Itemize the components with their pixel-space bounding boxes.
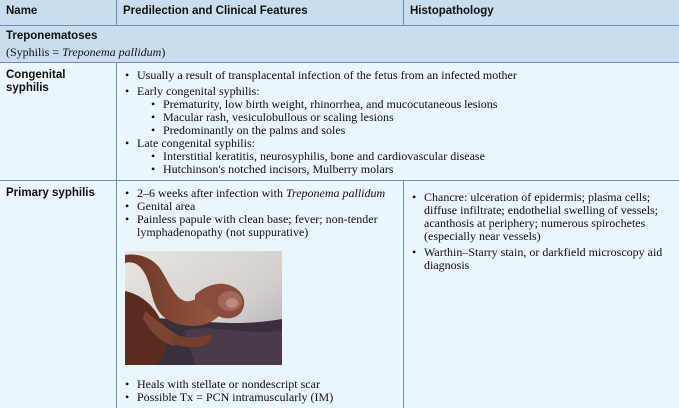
congenital-features (117, 63, 679, 181)
section-treponematoses (0, 26, 679, 63)
list-item: • Late congenital syphilis: • Interstitial keratitis, neurosyphilis, bone and cardiovascular disease • Hutchinson's notched incisors, Mulberry molars (121, 137, 675, 176)
header-features: Predilection and Clinical Features (117, 0, 404, 26)
primary-histopathology (404, 181, 679, 408)
list-item: • Interstitial keratitis, neurosyphilis, bone and cardiovascular disease (137, 150, 675, 163)
list-item: • Chancre: ulceration of epidermis; plasma cells; diffuse infiltrate; endothelial swelling of vessels; acanthosis at periphery; numerous spirochetes (especially near vessels) (408, 191, 675, 243)
primary-list-bottom (121, 378, 333, 404)
section-title: Treponematoses (6, 30, 98, 42)
list-item: • Painless papule with clean base; fever; non-tender lymphadenopathy (not suppurative) (121, 213, 399, 239)
primary-list-top (121, 187, 399, 239)
clinical-photo (125, 251, 282, 365)
row-name-primary: Primary syphilis (0, 181, 117, 408)
list-item: • 2–6 weeks after infection with Treponema pallidum (121, 187, 399, 200)
list-item: • Warthin–Starry stain, or darkfield microscopy aid diagnosis (408, 246, 675, 272)
congenital-list (121, 69, 675, 176)
list-item: • Hutchinson's notched incisors, Mulberry molars (137, 163, 675, 176)
list-item: • Usually a result of transplacental infection of the fetus from an infected mother (121, 69, 675, 82)
histopathology-list (408, 191, 675, 272)
list-item: • Early congenital syphilis: • Prematurity, low birth weight, rhinorrhea, and mucocutaneous lesions • Macular rash, vesiculobullous or scaling lesions • Predominantly on the palms and soles (121, 85, 675, 137)
list-item: • Macular rash, vesiculobullous or scaling lesions (137, 111, 675, 124)
list-item: • Prematurity, low birth weight, rhinorrhea, and mucocutaneous lesions (137, 98, 675, 111)
section-subtitle: (Syphilis = Treponema pallidum) (6, 45, 166, 59)
header-histopathology: Histopathology (404, 0, 679, 26)
header-name: Name (0, 0, 117, 26)
list-item: • Heals with stellate or nondescript scar (121, 378, 333, 391)
list-item: • Possible Tx = PCN intramuscularly (IM) (121, 391, 333, 404)
list-item: • Predominantly on the palms and soles (137, 124, 675, 137)
list-item: • Genital area (121, 200, 399, 213)
row-name-congenital: Congenital syphilis (0, 63, 117, 181)
